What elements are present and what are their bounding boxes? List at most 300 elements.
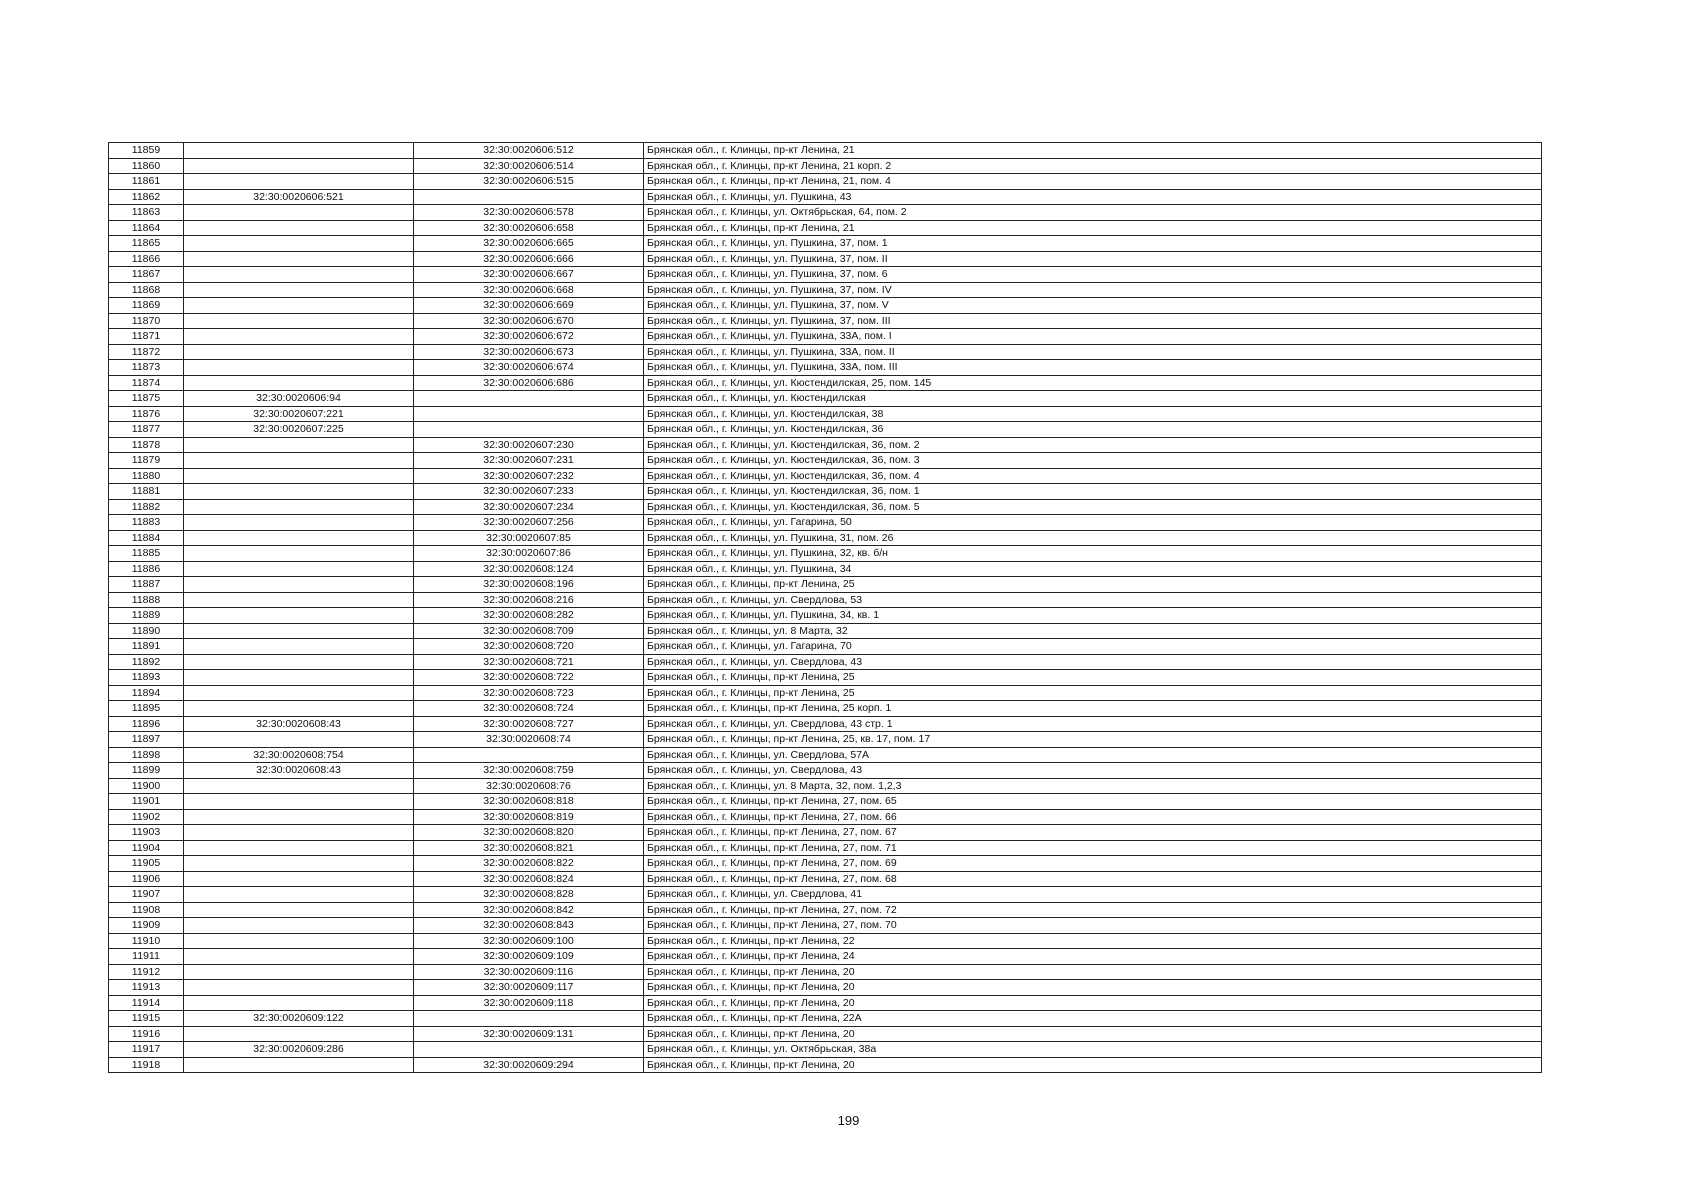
table-row: [109, 933, 1542, 949]
object-cadastral-number-cell: 32:30:0020608:724: [414, 701, 644, 717]
row-number-cell: 11889: [109, 608, 184, 624]
address-cell: Брянская обл., г. Клинцы, ул. Пушкина, 31, пом. 26: [644, 530, 1542, 546]
land-cadastral-number-cell: 32:30:0020608:43: [184, 716, 414, 732]
address-cell: Брянская обл., г. Клинцы, ул. Кюстендилская, 38: [644, 406, 1542, 422]
row-number-cell: 11887: [109, 577, 184, 593]
table-row: [109, 391, 1542, 407]
land-cadastral-number-cell: [184, 298, 414, 314]
land-cadastral-number-cell: [184, 158, 414, 174]
address-cell: Брянская обл., г. Клинцы, ул. Кюстендилская, 36: [644, 422, 1542, 438]
object-cadastral-number-cell: 32:30:0020609:118: [414, 995, 644, 1011]
table-row: [109, 701, 1542, 717]
land-cadastral-number-cell: [184, 313, 414, 329]
address-cell: Брянская обл., г. Клинцы, ул. Кюстендилская, 36, пом. 1: [644, 484, 1542, 500]
table-row: [109, 158, 1542, 174]
table-row: [109, 546, 1542, 562]
object-cadastral-number-cell: [414, 1011, 644, 1027]
table-row: [109, 515, 1542, 531]
row-number-cell: 11869: [109, 298, 184, 314]
row-number-cell: 11890: [109, 623, 184, 639]
land-cadastral-number-cell: [184, 856, 414, 872]
object-cadastral-number-cell: 32:30:0020609:131: [414, 1026, 644, 1042]
object-cadastral-number-cell: 32:30:0020607:234: [414, 499, 644, 515]
row-number-cell: 11885: [109, 546, 184, 562]
address-cell: Брянская обл., г. Клинцы, ул. Кюстендилская: [644, 391, 1542, 407]
object-cadastral-number-cell: 32:30:0020606:665: [414, 236, 644, 252]
address-cell: Брянская обл., г. Клинцы, ул. Пушкина, 34: [644, 561, 1542, 577]
object-cadastral-number-cell: 32:30:0020607:85: [414, 530, 644, 546]
table-row: [109, 174, 1542, 190]
table-row: [109, 825, 1542, 841]
object-cadastral-number-cell: 32:30:0020608:124: [414, 561, 644, 577]
object-cadastral-number-cell: 32:30:0020606:514: [414, 158, 644, 174]
address-cell: Брянская обл., г. Клинцы, пр-кт Ленина, 27, пом. 67: [644, 825, 1542, 841]
row-number-cell: 11917: [109, 1042, 184, 1058]
address-cell: Брянская обл., г. Клинцы, пр-кт Ленина, 27, пом. 68: [644, 871, 1542, 887]
row-number-cell: 11871: [109, 329, 184, 345]
object-cadastral-number-cell: 32:30:0020606:672: [414, 329, 644, 345]
land-cadastral-number-cell: [184, 592, 414, 608]
object-cadastral-number-cell: 32:30:0020606:668: [414, 282, 644, 298]
land-cadastral-number-cell: [184, 608, 414, 624]
row-number-cell: 11910: [109, 933, 184, 949]
row-number-cell: 11876: [109, 406, 184, 422]
row-number-cell: 11874: [109, 375, 184, 391]
row-number-cell: 11909: [109, 918, 184, 934]
land-cadastral-number-cell: [184, 546, 414, 562]
address-cell: Брянская обл., г. Клинцы, ул. Пушкина, 33А, пом. I: [644, 329, 1542, 345]
address-cell: Брянская обл., г. Клинцы, пр-кт Ленина, 27, пом. 72: [644, 902, 1542, 918]
land-cadastral-number-cell: [184, 251, 414, 267]
address-cell: Брянская обл., г. Клинцы, ул. Кюстендилская, 36, пом. 4: [644, 468, 1542, 484]
row-number-cell: 11862: [109, 189, 184, 205]
land-cadastral-number-cell: [184, 964, 414, 980]
row-number-cell: 11912: [109, 964, 184, 980]
address-cell: Брянская обл., г. Клинцы, пр-кт Ленина, 25: [644, 670, 1542, 686]
row-number-cell: 11870: [109, 313, 184, 329]
table-row: [109, 623, 1542, 639]
table-row: [109, 794, 1542, 810]
table-row: [109, 344, 1542, 360]
table-row: [109, 887, 1542, 903]
row-number-cell: 11867: [109, 267, 184, 283]
register-table: [108, 142, 1542, 1073]
row-number-cell: 11911: [109, 949, 184, 965]
row-number-cell: 11880: [109, 468, 184, 484]
object-cadastral-number-cell: [414, 747, 644, 763]
table-row: [109, 468, 1542, 484]
table-row: [109, 871, 1542, 887]
address-cell: Брянская обл., г. Клинцы, ул. Пушкина, 37, пом. IV: [644, 282, 1542, 298]
object-cadastral-number-cell: 32:30:0020608:282: [414, 608, 644, 624]
table-row: [109, 282, 1542, 298]
land-cadastral-number-cell: [184, 902, 414, 918]
land-cadastral-number-cell: [184, 933, 414, 949]
object-cadastral-number-cell: 32:30:0020608:759: [414, 763, 644, 779]
address-cell: Брянская обл., г. Клинцы, пр-кт Ленина, 21: [644, 220, 1542, 236]
table-row: [109, 732, 1542, 748]
row-number-cell: 11904: [109, 840, 184, 856]
address-cell: Брянская обл., г. Клинцы, ул. Пушкина, 34, кв. 1: [644, 608, 1542, 624]
address-cell: Брянская обл., г. Клинцы, ул. Пушкина, 43: [644, 189, 1542, 205]
address-cell: Брянская обл., г. Клинцы, ул. Свердлова, 57А: [644, 747, 1542, 763]
object-cadastral-number-cell: 32:30:0020607:86: [414, 546, 644, 562]
address-cell: Брянская обл., г. Клинцы, ул. Кюстендилская, 36, пом. 2: [644, 437, 1542, 453]
row-number-cell: 11860: [109, 158, 184, 174]
object-cadastral-number-cell: 32:30:0020609:294: [414, 1057, 644, 1073]
table-row: [109, 406, 1542, 422]
object-cadastral-number-cell: 32:30:0020606:673: [414, 344, 644, 360]
table-row: [109, 484, 1542, 500]
address-cell: Брянская обл., г. Клинцы, ул. Пушкина, 32, кв. б/н: [644, 546, 1542, 562]
land-cadastral-number-cell: [184, 623, 414, 639]
object-cadastral-number-cell: 32:30:0020608:76: [414, 778, 644, 794]
table-row: [109, 856, 1542, 872]
table-row: [109, 980, 1542, 996]
object-cadastral-number-cell: 32:30:0020606:686: [414, 375, 644, 391]
table-row: [109, 670, 1542, 686]
land-cadastral-number-cell: [184, 360, 414, 376]
land-cadastral-number-cell: [184, 143, 414, 159]
table-row: [109, 778, 1542, 794]
table-row: [109, 809, 1542, 825]
land-cadastral-number-cell: [184, 701, 414, 717]
land-cadastral-number-cell: [184, 1057, 414, 1073]
object-cadastral-number-cell: 32:30:0020609:100: [414, 933, 644, 949]
land-cadastral-number-cell: [184, 918, 414, 934]
address-cell: Брянская обл., г. Клинцы, пр-кт Ленина, 22: [644, 933, 1542, 949]
row-number-cell: 11875: [109, 391, 184, 407]
land-cadastral-number-cell: [184, 980, 414, 996]
address-cell: Брянская обл., г. Клинцы, ул. Свердлова, 43: [644, 763, 1542, 779]
land-cadastral-number-cell: [184, 437, 414, 453]
table-row: [109, 561, 1542, 577]
land-cadastral-number-cell: [184, 282, 414, 298]
land-cadastral-number-cell: [184, 794, 414, 810]
object-cadastral-number-cell: 32:30:0020608:709: [414, 623, 644, 639]
table-row: [109, 763, 1542, 779]
land-cadastral-number-cell: 32:30:0020606:521: [184, 189, 414, 205]
table-row: [109, 685, 1542, 701]
land-cadastral-number-cell: [184, 887, 414, 903]
address-cell: Брянская обл., г. Клинцы, ул. Гагарина, 50: [644, 515, 1542, 531]
address-cell: Брянская обл., г. Клинцы, ул. Пушкина, 33А, пом. III: [644, 360, 1542, 376]
land-cadastral-number-cell: 32:30:0020607:225: [184, 422, 414, 438]
row-number-cell: 11879: [109, 453, 184, 469]
row-number-cell: 11894: [109, 685, 184, 701]
object-cadastral-number-cell: 32:30:0020606:674: [414, 360, 644, 376]
object-cadastral-number-cell: 32:30:0020606:670: [414, 313, 644, 329]
object-cadastral-number-cell: 32:30:0020606:667: [414, 267, 644, 283]
table-row: [109, 995, 1542, 1011]
object-cadastral-number-cell: 32:30:0020608:821: [414, 840, 644, 856]
row-number-cell: 11859: [109, 143, 184, 159]
object-cadastral-number-cell: 32:30:0020608:843: [414, 918, 644, 934]
row-number-cell: 11908: [109, 902, 184, 918]
row-number-cell: 11901: [109, 794, 184, 810]
object-cadastral-number-cell: [414, 391, 644, 407]
address-cell: Брянская обл., г. Клинцы, ул. Кюстендилская, 36, пом. 5: [644, 499, 1542, 515]
object-cadastral-number-cell: 32:30:0020606:658: [414, 220, 644, 236]
table-row: [109, 329, 1542, 345]
row-number-cell: 11914: [109, 995, 184, 1011]
land-cadastral-number-cell: [184, 205, 414, 221]
row-number-cell: 11899: [109, 763, 184, 779]
table-row: [109, 437, 1542, 453]
land-cadastral-number-cell: 32:30:0020608:43: [184, 763, 414, 779]
address-cell: Брянская обл., г. Клинцы, пр-кт Ленина, 27, пом. 66: [644, 809, 1542, 825]
land-cadastral-number-cell: 32:30:0020606:94: [184, 391, 414, 407]
land-cadastral-number-cell: [184, 561, 414, 577]
address-cell: Брянская обл., г. Клинцы, ул. Свердлова, 43: [644, 654, 1542, 670]
object-cadastral-number-cell: 32:30:0020609:116: [414, 964, 644, 980]
object-cadastral-number-cell: 32:30:0020608:822: [414, 856, 644, 872]
table-row: [109, 918, 1542, 934]
row-number-cell: 11906: [109, 871, 184, 887]
table-row: [109, 453, 1542, 469]
address-cell: Брянская обл., г. Клинцы, ул. Гагарина, 70: [644, 639, 1542, 655]
object-cadastral-number-cell: 32:30:0020607:231: [414, 453, 644, 469]
object-cadastral-number-cell: 32:30:0020608:824: [414, 871, 644, 887]
object-cadastral-number-cell: [414, 422, 644, 438]
land-cadastral-number-cell: [184, 236, 414, 252]
object-cadastral-number-cell: 32:30:0020608:74: [414, 732, 644, 748]
address-cell: Брянская обл., г. Клинцы, пр-кт Ленина, 21, пом. 4: [644, 174, 1542, 190]
object-cadastral-number-cell: 32:30:0020608:819: [414, 809, 644, 825]
table-row: [109, 267, 1542, 283]
row-number-cell: 11903: [109, 825, 184, 841]
address-cell: Брянская обл., г. Клинцы, пр-кт Ленина, 27, пом. 70: [644, 918, 1542, 934]
row-number-cell: 11881: [109, 484, 184, 500]
table-row: [109, 530, 1542, 546]
address-cell: Брянская обл., г. Клинцы, пр-кт Ленина, 21: [644, 143, 1542, 159]
land-cadastral-number-cell: [184, 329, 414, 345]
land-cadastral-number-cell: [184, 732, 414, 748]
row-number-cell: 11863: [109, 205, 184, 221]
object-cadastral-number-cell: 32:30:0020608:820: [414, 825, 644, 841]
object-cadastral-number-cell: 32:30:0020607:232: [414, 468, 644, 484]
row-number-cell: 11884: [109, 530, 184, 546]
address-cell: Брянская обл., г. Клинцы, пр-кт Ленина, 20: [644, 1026, 1542, 1042]
land-cadastral-number-cell: 32:30:0020609:286: [184, 1042, 414, 1058]
row-number-cell: 11868: [109, 282, 184, 298]
address-cell: Брянская обл., г. Клинцы, пр-кт Ленина, 20: [644, 995, 1542, 1011]
address-cell: Брянская обл., г. Клинцы, ул. Пушкина, 37, пом. 6: [644, 267, 1542, 283]
address-cell: Брянская обл., г. Клинцы, ул. Октябрьская, 64, пом. 2: [644, 205, 1542, 221]
land-cadastral-number-cell: [184, 949, 414, 965]
land-cadastral-number-cell: [184, 577, 414, 593]
object-cadastral-number-cell: [414, 1042, 644, 1058]
row-number-cell: 11915: [109, 1011, 184, 1027]
table-row: [109, 902, 1542, 918]
table-row: [109, 143, 1542, 159]
table-row: [109, 949, 1542, 965]
table-row: [109, 499, 1542, 515]
object-cadastral-number-cell: 32:30:0020608:722: [414, 670, 644, 686]
table-row: [109, 251, 1542, 267]
object-cadastral-number-cell: 32:30:0020606:578: [414, 205, 644, 221]
object-cadastral-number-cell: 32:30:0020608:720: [414, 639, 644, 655]
table-row: [109, 220, 1542, 236]
table-row: [109, 639, 1542, 655]
register-table-body: [109, 143, 1542, 1073]
table-row: [109, 298, 1542, 314]
object-cadastral-number-cell: 32:30:0020606:512: [414, 143, 644, 159]
row-number-cell: 11865: [109, 236, 184, 252]
address-cell: Брянская обл., г. Клинцы, пр-кт Ленина, 20: [644, 980, 1542, 996]
land-cadastral-number-cell: [184, 453, 414, 469]
row-number-cell: 11891: [109, 639, 184, 655]
address-cell: Брянская обл., г. Клинцы, ул. Свердлова, 41: [644, 887, 1542, 903]
land-cadastral-number-cell: [184, 778, 414, 794]
land-cadastral-number-cell: [184, 840, 414, 856]
address-cell: Брянская обл., г. Клинцы, ул. 8 Марта, 32: [644, 623, 1542, 639]
table-row: [109, 205, 1542, 221]
row-number-cell: 11864: [109, 220, 184, 236]
row-number-cell: 11866: [109, 251, 184, 267]
land-cadastral-number-cell: [184, 871, 414, 887]
object-cadastral-number-cell: 32:30:0020608:727: [414, 716, 644, 732]
address-cell: Брянская обл., г. Клинцы, ул. Кюстендилская, 36, пом. 3: [644, 453, 1542, 469]
table-row: [109, 592, 1542, 608]
address-cell: Брянская обл., г. Клинцы, пр-кт Ленина, 25 корп. 1: [644, 701, 1542, 717]
table-row: [109, 964, 1542, 980]
land-cadastral-number-cell: [184, 220, 414, 236]
object-cadastral-number-cell: 32:30:0020608:216: [414, 592, 644, 608]
object-cadastral-number-cell: 32:30:0020608:842: [414, 902, 644, 918]
row-number-cell: 11882: [109, 499, 184, 515]
land-cadastral-number-cell: [184, 484, 414, 500]
row-number-cell: 11878: [109, 437, 184, 453]
land-cadastral-number-cell: 32:30:0020608:754: [184, 747, 414, 763]
object-cadastral-number-cell: 32:30:0020607:256: [414, 515, 644, 531]
row-number-cell: 11893: [109, 670, 184, 686]
object-cadastral-number-cell: 32:30:0020608:196: [414, 577, 644, 593]
land-cadastral-number-cell: [184, 995, 414, 1011]
row-number-cell: 11913: [109, 980, 184, 996]
address-cell: Брянская обл., г. Клинцы, пр-кт Ленина, 20: [644, 964, 1542, 980]
object-cadastral-number-cell: 32:30:0020607:230: [414, 437, 644, 453]
land-cadastral-number-cell: [184, 267, 414, 283]
land-cadastral-number-cell: [184, 515, 414, 531]
table-row: [109, 840, 1542, 856]
table-row: [109, 1026, 1542, 1042]
row-number-cell: 11907: [109, 887, 184, 903]
land-cadastral-number-cell: [184, 174, 414, 190]
row-number-cell: 11877: [109, 422, 184, 438]
table-row: [109, 608, 1542, 624]
table-row: [109, 747, 1542, 763]
row-number-cell: 11898: [109, 747, 184, 763]
address-cell: Брянская обл., г. Клинцы, пр-кт Ленина, 24: [644, 949, 1542, 965]
row-number-cell: 11886: [109, 561, 184, 577]
address-cell: Брянская обл., г. Клинцы, ул. Кюстендилская, 25, пом. 145: [644, 375, 1542, 391]
table-row: [109, 716, 1542, 732]
address-cell: Брянская обл., г. Клинцы, пр-кт Ленина, 25: [644, 685, 1542, 701]
address-cell: Брянская обл., г. Клинцы, ул. Пушкина, 37, пом. II: [644, 251, 1542, 267]
land-cadastral-number-cell: [184, 499, 414, 515]
land-cadastral-number-cell: [184, 1026, 414, 1042]
row-number-cell: 11861: [109, 174, 184, 190]
object-cadastral-number-cell: 32:30:0020609:109: [414, 949, 644, 965]
row-number-cell: 11892: [109, 654, 184, 670]
object-cadastral-number-cell: 32:30:0020608:721: [414, 654, 644, 670]
page-number: 199: [837, 1113, 860, 1128]
address-cell: Брянская обл., г. Клинцы, ул. Пушкина, 37, пом. V: [644, 298, 1542, 314]
land-cadastral-number-cell: [184, 809, 414, 825]
table-row: [109, 313, 1542, 329]
land-cadastral-number-cell: [184, 825, 414, 841]
table-row: [109, 1011, 1542, 1027]
address-cell: Брянская обл., г. Клинцы, пр-кт Ленина, 27, пом. 69: [644, 856, 1542, 872]
address-cell: Брянская обл., г. Клинцы, пр-кт Ленина, 21 корп. 2: [644, 158, 1542, 174]
object-cadastral-number-cell: 32:30:0020607:233: [414, 484, 644, 500]
object-cadastral-number-cell: [414, 406, 644, 422]
row-number-cell: 11872: [109, 344, 184, 360]
address-cell: Брянская обл., г. Клинцы, ул. 8 Марта, 32, пом. 1,2,3: [644, 778, 1542, 794]
address-cell: Брянская обл., г. Клинцы, пр-кт Ленина, 20: [644, 1057, 1542, 1073]
row-number-cell: 11902: [109, 809, 184, 825]
address-cell: Брянская обл., г. Клинцы, ул. Октябрьская, 38а: [644, 1042, 1542, 1058]
address-cell: Брянская обл., г. Клинцы, ул. Пушкина, 37, пом. 1: [644, 236, 1542, 252]
table-row: [109, 189, 1542, 205]
address-cell: Брянская обл., г. Клинцы, пр-кт Ленина, 22А: [644, 1011, 1542, 1027]
address-cell: Брянская обл., г. Клинцы, ул. Свердлова, 53: [644, 592, 1542, 608]
object-cadastral-number-cell: 32:30:0020608:828: [414, 887, 644, 903]
address-cell: Брянская обл., г. Клинцы, пр-кт Ленина, 25: [644, 577, 1542, 593]
row-number-cell: 11900: [109, 778, 184, 794]
row-number-cell: 11896: [109, 716, 184, 732]
table-row: [109, 1057, 1542, 1073]
land-cadastral-number-cell: 32:30:0020609:122: [184, 1011, 414, 1027]
table-row: [109, 577, 1542, 593]
table-row: [109, 654, 1542, 670]
address-cell: Брянская обл., г. Клинцы, пр-кт Ленина, 25, кв. 17, пом. 17: [644, 732, 1542, 748]
land-cadastral-number-cell: [184, 344, 414, 360]
address-cell: Брянская обл., г. Клинцы, ул. Свердлова, 43 стр. 1: [644, 716, 1542, 732]
object-cadastral-number-cell: 32:30:0020606:669: [414, 298, 644, 314]
table-row: [109, 422, 1542, 438]
land-cadastral-number-cell: [184, 375, 414, 391]
object-cadastral-number-cell: 32:30:0020608:723: [414, 685, 644, 701]
table-row: [109, 1042, 1542, 1058]
row-number-cell: 11905: [109, 856, 184, 872]
object-cadastral-number-cell: 32:30:0020606:666: [414, 251, 644, 267]
object-cadastral-number-cell: 32:30:0020608:818: [414, 794, 644, 810]
land-cadastral-number-cell: 32:30:0020607:221: [184, 406, 414, 422]
row-number-cell: 11897: [109, 732, 184, 748]
object-cadastral-number-cell: 32:30:0020606:515: [414, 174, 644, 190]
row-number-cell: 11918: [109, 1057, 184, 1073]
land-cadastral-number-cell: [184, 468, 414, 484]
address-cell: Брянская обл., г. Клинцы, ул. Пушкина, 37, пом. III: [644, 313, 1542, 329]
land-cadastral-number-cell: [184, 639, 414, 655]
address-cell: Брянская обл., г. Клинцы, пр-кт Ленина, 27, пом. 71: [644, 840, 1542, 856]
address-cell: Брянская обл., г. Клинцы, пр-кт Ленина, 27, пом. 65: [644, 794, 1542, 810]
table-row: [109, 236, 1542, 252]
row-number-cell: 11916: [109, 1026, 184, 1042]
row-number-cell: 11873: [109, 360, 184, 376]
row-number-cell: 11888: [109, 592, 184, 608]
land-cadastral-number-cell: [184, 685, 414, 701]
land-cadastral-number-cell: [184, 654, 414, 670]
row-number-cell: 11883: [109, 515, 184, 531]
table-row: [109, 360, 1542, 376]
object-cadastral-number-cell: 32:30:0020609:117: [414, 980, 644, 996]
land-cadastral-number-cell: [184, 670, 414, 686]
land-cadastral-number-cell: [184, 530, 414, 546]
row-number-cell: 11895: [109, 701, 184, 717]
